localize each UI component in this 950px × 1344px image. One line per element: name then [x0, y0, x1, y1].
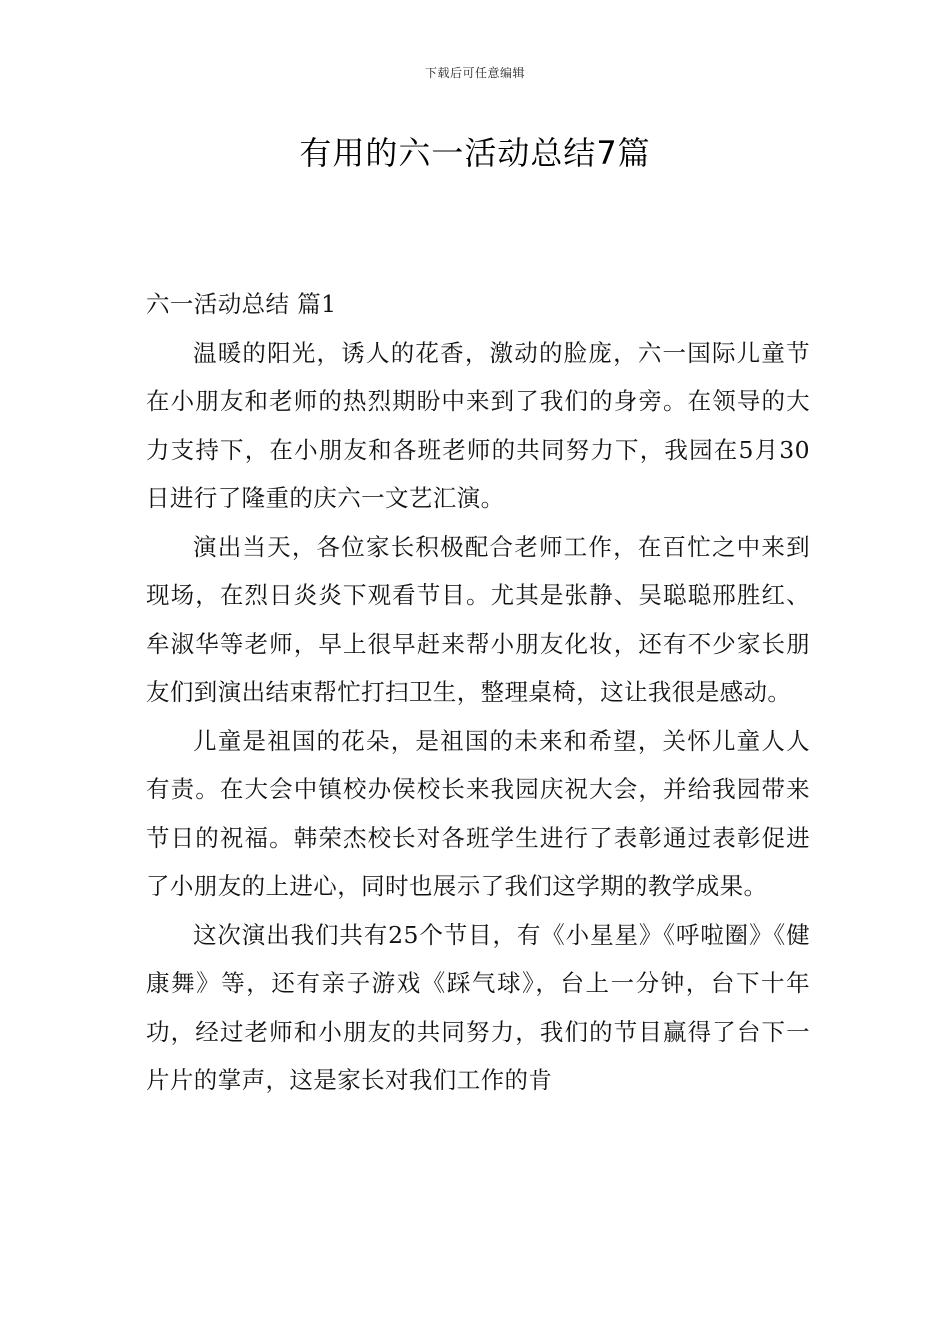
- paragraph-3: 儿童是祖国的花朵，是祖国的未来和希望，关怀儿童人人有责。在大会中镇校办侯校长来我园庆祝大会，并给我园带来节日的祝福。韩荣杰校长对各班学生进行了表彰通过表彰促进了小朋友的上进心，同时也展示了我们这学期的教学成果。: [146, 726, 810, 900]
- header-note: 下载后可任意编辑: [424, 66, 525, 80]
- paragraph-1: 温暖的阳光，诱人的花香，激动的脸庞，六一国际儿童节在小朋友和老师的热烈期盼中来到了我们的身旁。在领导的大力支持下，在小朋友和各班老师的共同努力下，我园在5月30日进行了隆重的庆六一文艺汇演。: [146, 338, 810, 512]
- paragraph-2: 演出当天，各位家长积极配合老师工作，在百忙之中来到现场，在烈日炎炎下观看节目。尤其是张静、吴聪聪邢胜红、牟淑华等老师，早上很早赶来帮小朋友化妆，还有不少家长朋友们到演出结束帮忙打扫卫生，整理桌椅，这让我很是感动。: [146, 532, 810, 706]
- paragraph-4: 这次演出我们共有25个节目，有《小星星》《呼啦圈》《健康舞》等，还有亲子游戏《踩气球》，台上一分钟，台下十年功，经过老师和小朋友的共同努力，我们的节目赢得了台下一片片的掌声，这是家长对我们工作的肯: [146, 920, 810, 1094]
- document-title: 有用的六一活动总结7篇: [299, 134, 651, 172]
- section-heading: 六一活动总结 篇1: [146, 290, 337, 318]
- document-body: [146, 280, 810, 1105]
